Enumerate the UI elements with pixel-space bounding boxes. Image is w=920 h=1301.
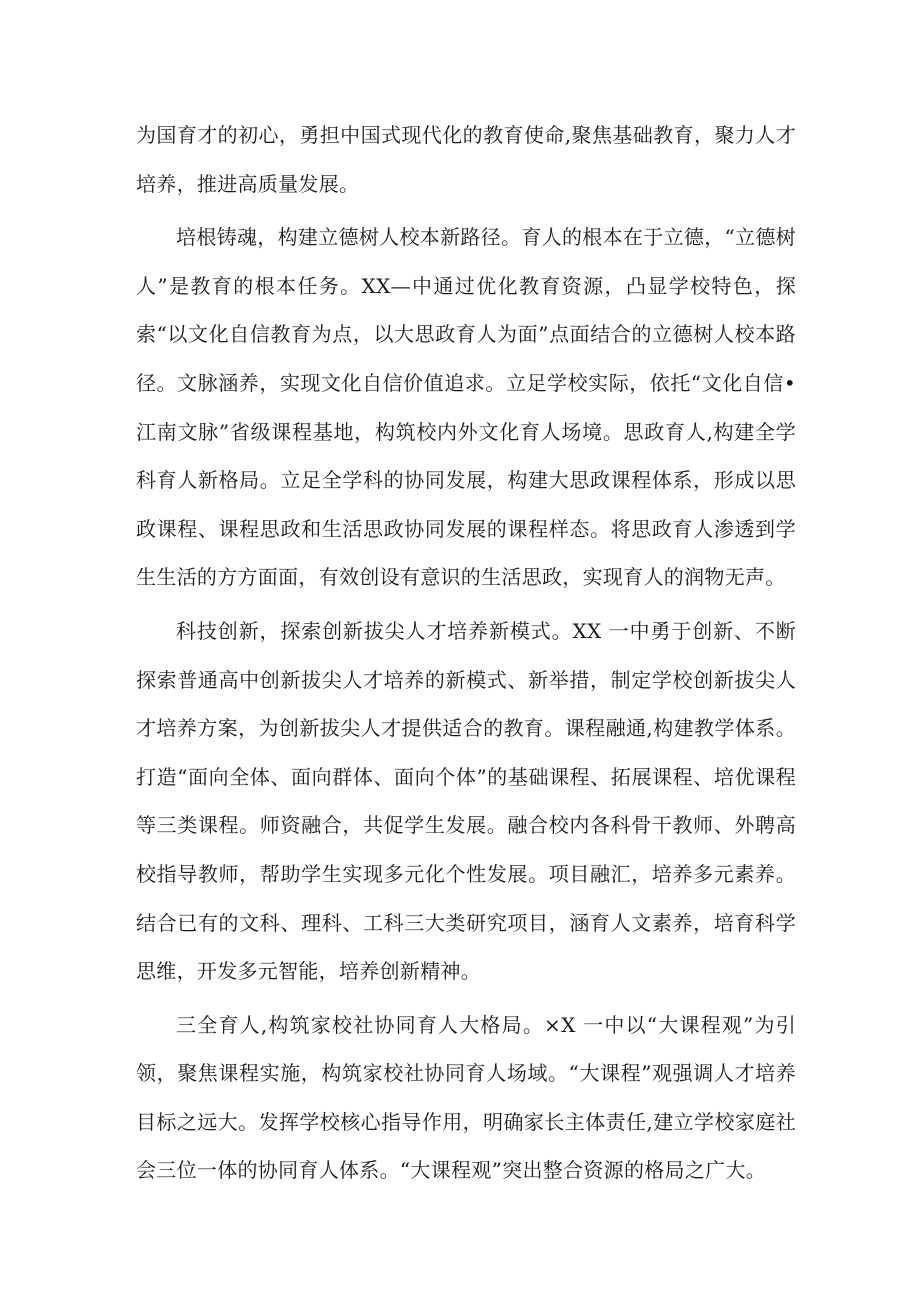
paragraph-continuation: 为国育才的初心，勇担中国式现代化的教育使命,聚焦基础教育，聚力人才培养，推进高质量发展。 [136, 123, 796, 196]
document-body [136, 111, 796, 1200]
paragraph-home-school-society: 三全育人,构筑家校社协同育人大格局。×X 一中以“大课程观”为引领，聚焦课程实施，构筑家校社协同育人场域。“大课程”观强调人才培养目标之远大。发挥学校核心指导作用，明确家长主体责任,建立学校家庭社会三位一体的协同育人体系。“大课程观”突出整合资源的格局之广大。 [136, 1012, 796, 1183]
paragraph-innovation-talent: 科技创新，探索创新拔尖人才培养新模式。XX 一中勇于创新、不断探索普通高中创新拔尖人才培养的新模式、新举措，制定学校创新拔尖人才培养方案，为创新拔尖人才提供适合的教育。课程融通,构建教学体系。打造“面向全体、面向群体、面向个体”的基础课程、拓展课程、培优课程等三类课程。师资融合，共促学生发展。融合校内各科骨干教师、外聘高校指导教师，帮助学生实现多元化个性发展。项目融汇，培养多元素养。结合已有的文科、理科、工科三大类研究项目，涵育人文素养，培育科学思维，开发多元智能，培养创新精神。 [136, 618, 796, 984]
paragraph-moral-education: 培根铸魂，构建立德树人校本新路径。育人的根本在于立德，“立德树人”是教育的根本任务。XX—中通过优化教育资源，凸显学校特色，探索“以文化自信教育为点，以大思政育人为面”点面结合的立德树人校本路径。文脉涵养，实现文化自信价值追求。立足学校实际，依托“文化自信•江南文脉”省级课程基地，构筑校内外文化育人场境。思政育人,构建全学科育人新格局。立足全学科的协同发展，构建大思政课程体系，形成以思政课程、课程思政和生活思政协同发展的课程样态。将思政育人渗透到学生生活的方方面面，有效创设有意识的生活思政，实现育人的润物无声。 [136, 225, 796, 590]
